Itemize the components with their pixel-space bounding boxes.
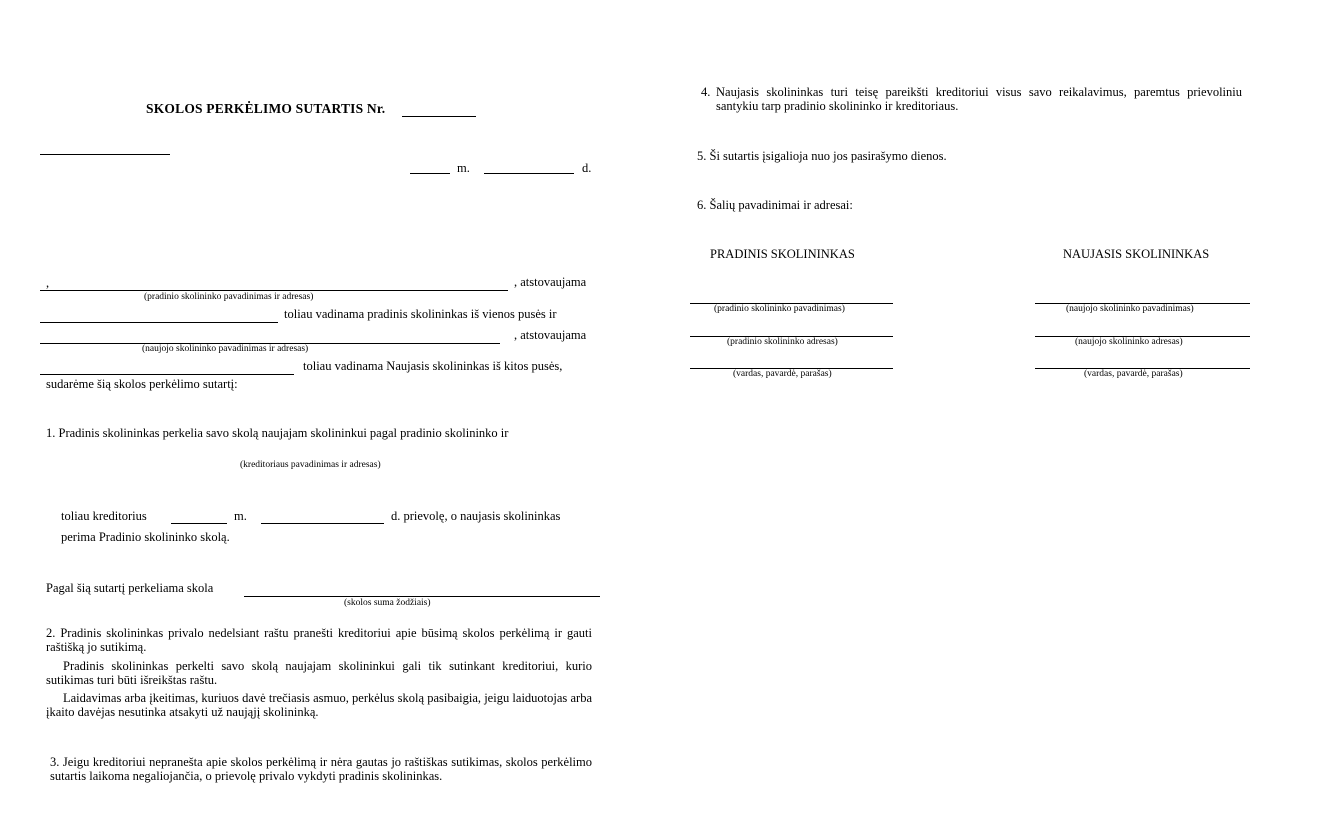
party2-representative-blank: [40, 374, 294, 375]
party2-representing: , atstovaujama: [514, 328, 587, 342]
clause2-paragraph-2: Pradinis skolininkas perkelti savo skolą naujajam skolininkui gali tik sutinkant kreditoriui, kurio sutikimas turi būti išreikštas raštu.: [46, 659, 592, 688]
party2-called: toliau vadinama Naujasis skolininkas iš kitos pusės,: [303, 359, 563, 373]
new-debtor-sign-caption: (vardas, pavardė, parašas): [1084, 369, 1183, 379]
contract-title: SKOLOS PERKĖLIMO SUTARTIS Nr.: [146, 101, 386, 116]
clause3-text: 3. Jeigu kreditoriui nepranešta apie skolos perkėlimą ir nėra gautas jo raštiškas sutikimas, skolos perkėlimo sutartis laikoma negaliojančia, o prievolę privalo vykdyti pradinis skolininkas.: [50, 755, 592, 784]
contract-number-blank: [402, 116, 476, 117]
initial-debtor-name-caption: (pradinio skolininko pavadinimas): [714, 304, 845, 314]
date-day-blank: [484, 173, 574, 174]
party2-concluded: sudarėme šią skolos perkėlimo sutartį:: [46, 377, 238, 391]
debt-amount-blank: [244, 596, 600, 597]
initial-debtor-heading: PRADINIS SKOLININKAS: [710, 247, 855, 261]
clause1-text: 1. Pradinis skolininkas perkelia savo skolą naujajam skolininkui pagal pradinio skolininko ir: [46, 426, 509, 440]
clause1-caption: (kreditoriaus pavadinimas ir adresas): [240, 460, 381, 470]
date-year-blank: [410, 173, 450, 174]
new-debtor-address-caption: (naujojo skolininko adresas): [1075, 337, 1183, 347]
clause1-m: m.: [234, 509, 247, 523]
debt-label: Pagal šią sutartį perkeliama skola: [46, 581, 214, 595]
clause4-number: 4.: [701, 85, 711, 99]
clause5-text: 5. Ši sutartis įsigalioja nuo jos pasirašymo dienos.: [697, 149, 947, 163]
initial-debtor-sign-caption: (vardas, pavardė, parašas): [733, 369, 832, 379]
clause6-text: 6. Šalių pavadinimai ir adresai:: [697, 198, 853, 212]
party2-caption: (naujojo skolininko pavadinimas ir adresas): [142, 344, 309, 354]
date-m-label: m.: [457, 161, 470, 175]
clause1-year-blank: [171, 523, 227, 524]
party1-name-blank: [40, 290, 508, 291]
clause2-paragraph-3: Laidavimas arba įkeitimas, kuriuos davė trečiasis asmuo, perkėlus skolą pasibaigia, jeigu laiduotojas arba įkaito davėjas nesutinka atsakyti už naująjį skolininką.: [46, 691, 592, 720]
party1-comma: ,: [46, 276, 50, 290]
party1-called: toliau vadinama pradinis skolininkas iš vienos pusės ir: [284, 307, 557, 321]
clause1-obligation: d. prievolę, o naujasis skolininkas: [391, 509, 561, 523]
date-d-label: d.: [582, 161, 592, 175]
clause4-text: Naujasis skolininkas turi teisę pareikšti kreditoriui visus savo reikalavimus, paremtus prievoliniu santykiu tarp pradinio skolininko ir kreditoriaus.: [716, 85, 1242, 114]
new-debtor-name-caption: (naujojo skolininko pavadinimas): [1066, 304, 1194, 314]
party1-representative-blank: [40, 322, 278, 323]
clause1-takes-over: perima Pradinio skolininko skolą.: [61, 530, 230, 544]
party1-caption: (pradinio skolininko pavadinimas ir adresas): [144, 292, 314, 302]
debt-caption: (skolos suma žodžiais): [344, 598, 431, 608]
place-blank: [40, 154, 170, 155]
clause1-day-blank: [261, 523, 384, 524]
clause1-called-creditor: toliau kreditorius: [61, 509, 147, 523]
clause2-paragraph-1: 2. Pradinis skolininkas privalo nedelsiant raštu pranešti kreditoriui apie būsimą skolos perkėlimą ir gauti raštišką jo sutikimą.: [46, 626, 592, 655]
initial-debtor-address-caption: (pradinio skolininko adresas): [727, 337, 838, 347]
party1-representing: , atstovaujama: [514, 275, 587, 289]
new-debtor-heading: NAUJASIS SKOLININKAS: [1063, 247, 1210, 261]
